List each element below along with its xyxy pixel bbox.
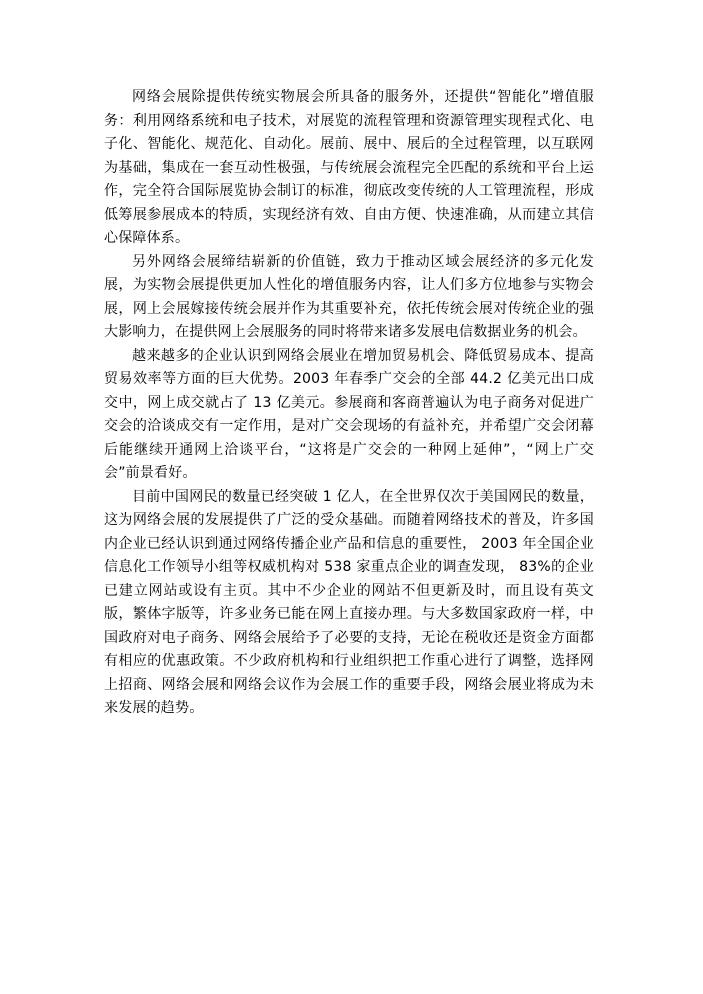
paragraph-4: 目前中国网民的数量已经突破 1 亿人，在全世界仅次于美国网民的数量，这为网络会展的发展提供了广泛的受众基础。而随着网络技术的普及，许多国内企业已经认识到通过网络传播企业产品和信息的重要性， 2003 年全国企业信息化工作领导小组等权威机构对 538 家重点企业的调查发现， 83%的企业已建立网站或设有主页。其中不少企业的网站不但更新及时，而且设有英文版，繁体字版等，许多业务已能在网上直接办理。与大多数国家政府一样，中国政府对电子商务、网络会展给予了必要的支持，无论在税收还是资金方面都有相应的优惠政策。不少政府机构和行业组织把工作重心进行了调整，选择网上招商、网络会展和网络会议作为会展工作的重要手段，网络会展业将成为未来发展的趋势。	[104, 488, 594, 716]
document-body	[104, 86, 594, 721]
paragraph-2: 另外网络会展缔结崭新的价值链，致力于推动区域会展经济的多元化发展，为实物会展提供更加人性化的增值服务内容，让人们多方位地参与实物会展，网上会展嫁接传统会展并作为其重要补充，依托传统会展对传统企业的强大影响力，在提供网上会展服务的同时将带来诸多发展电信数据业务的机会。	[104, 253, 594, 340]
paragraph-3: 越来越多的企业认识到网络会展业在增加贸易机会、降低贸易成本、提高贸易效率等方面的巨大优势。2003 年春季广交会的全部 44.2 亿美元出口成交中，网上成交就占了 13 亿美元。参展商和客商普遍认为电子商务对促进广交会的洽谈成交有一定作用，是对广交会现场的有益补充，并希望广交会闭幕后能继续开通网上洽谈平台，“这将是广交会的一种网上延伸”，“网上广交会”前景看好。	[104, 347, 594, 481]
paragraph-1: 网络会展除提供传统实物展会所具备的服务外，还提供“智能化”增值服务：利用网络系统和电子技术，对展览的流程管理和资源管理实现程式化、电子化、智能化、规范化、自动化。展前、展中、展后的全过程管理，以互联网为基础，集成在一套互动性极强，与传统展会流程完全匹配的系统和平台上运作，完全符合国际展览协会制订的标准，彻底改变传统的人工管理流程，形成低筹展参展成本的特质，实现经济有效、自由方便、快速准确，从而建立其信心保障体系。	[104, 89, 594, 246]
